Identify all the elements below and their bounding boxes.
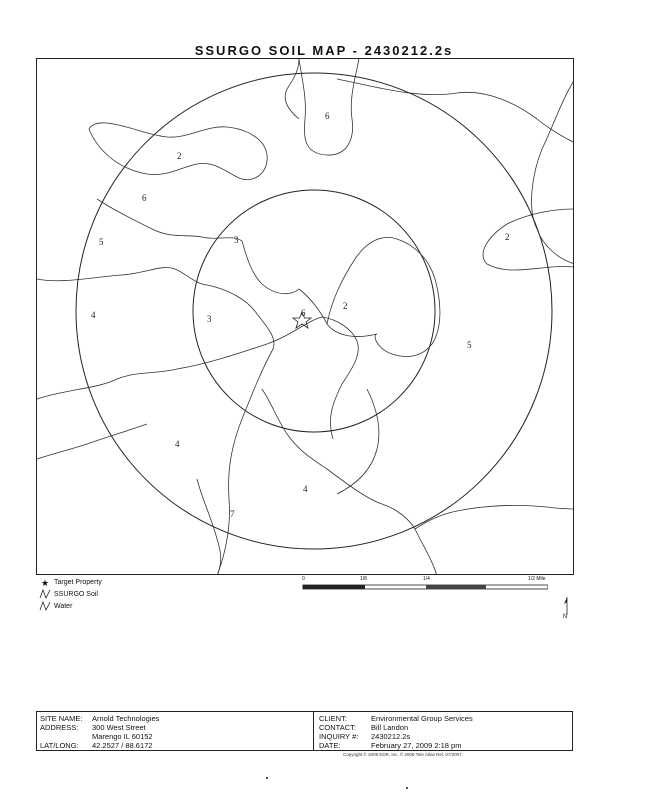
scale-tick: 0 [302,576,305,582]
inner-buffer-ring [193,190,435,432]
site-info-right [319,714,473,750]
north-arrow-icon [560,595,574,625]
soil-label: 3 [207,314,212,324]
scale-tick: 1/2 Mile [528,576,546,582]
site-info-table [36,711,573,751]
contact-label: CONTACT: [319,723,356,732]
soil-label: 6 [142,193,147,203]
date-value: February 27, 2009 2:18 pm [371,741,462,750]
latlong-value: 42.2527 / 88.6172 [92,741,153,750]
soil-label: 5 [467,340,472,350]
map-legend [36,577,102,613]
legend-item-soil [36,589,102,601]
north-label: N [563,614,568,620]
soil-label: 4 [91,310,96,320]
water-line-icon [36,601,54,614]
soil-label: 4 [303,484,308,494]
soil-label: 4 [175,439,180,449]
scan-speck [406,787,408,789]
outer-buffer-ring [76,73,552,549]
soil-boundaries [37,59,574,575]
legend-label: Water [54,603,73,610]
map-title: SSURGO SOIL MAP - 2430212.2s [194,43,454,58]
site-name-value: Arnold Technologies [92,714,160,723]
date-label: DATE: [319,741,341,750]
scan-speck [266,777,268,779]
client-value: Environmental Group Services [371,714,473,723]
soil-map-canvas [37,59,574,575]
copyright-text: Copyright © 2009 EDR, Inc. © 2008 Tele Atlas Rel. 07/2007. [343,752,463,757]
soil-label: 2 [177,151,182,161]
site-info-left [40,714,159,750]
scale-tick: 1/8 [360,576,367,582]
star-icon: ★ [40,578,50,588]
inquiry-label: INQUIRY #: [319,732,359,741]
info-divider [313,712,314,750]
soil-label: 5 [99,237,104,247]
client-label: CLIENT: [319,714,347,723]
legend-item-target [36,577,102,589]
inquiry-value: 2430212.2s [371,732,411,741]
soil-map[interactable] [36,58,574,575]
contact-value: Bill Landon [371,723,409,732]
legend-label: Target Property [54,579,102,586]
soil-label: 7 [230,509,235,519]
soil-unit-labels [91,111,510,519]
address-line2: Marengo IL 60152 [92,732,153,741]
scale-bar [302,576,548,596]
soil-label: 6 [301,308,306,318]
legend-item-water [36,601,102,613]
soil-label: 2 [505,232,510,242]
address-label: ADDRESS: [40,723,79,732]
soil-label: 3 [234,235,239,245]
address-line1: 300 West Street [92,723,146,732]
soil-label: 2 [343,301,348,311]
site-name-label: SITE NAME: [40,714,83,723]
legend-label: SSURGO Soil [54,591,98,598]
latlong-label: LAT/LONG: [40,741,79,750]
soil-label: 6 [325,111,330,121]
scale-tick: 1/4 [423,576,430,582]
